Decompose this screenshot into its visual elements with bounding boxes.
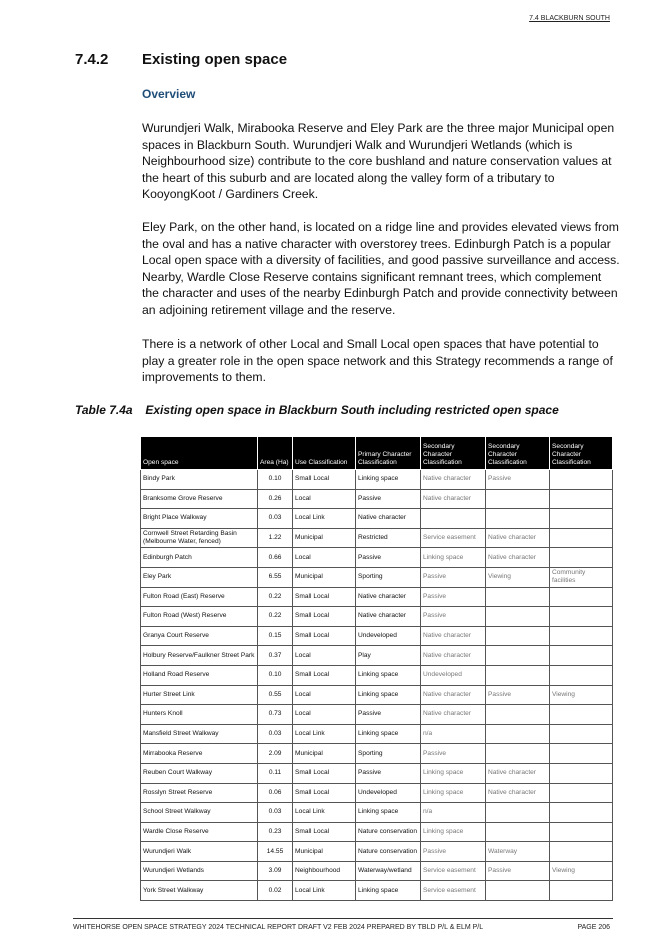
- table-cell: [486, 803, 550, 823]
- table-cell: School Street Walkway: [141, 803, 258, 823]
- table-cell: Community facilities: [550, 567, 613, 587]
- table-row: [141, 548, 613, 568]
- table-cell: Native character: [421, 470, 486, 490]
- table-cell: Holbury Reserve/Faulkner Street Park: [141, 646, 258, 666]
- table-row: [141, 587, 613, 607]
- table-cell: Native character: [421, 489, 486, 509]
- table-cell: Native character: [421, 646, 486, 666]
- table-cell: Passive: [486, 861, 550, 881]
- table-cell: Waterway/wetland: [356, 861, 421, 881]
- table-row: [141, 607, 613, 627]
- table-row: [141, 861, 613, 881]
- table-cell: Native character: [421, 685, 486, 705]
- column-header: Open space: [141, 437, 258, 470]
- table-cell: Local: [293, 489, 356, 509]
- table-cell: York Street Walkway: [141, 881, 258, 901]
- table-cell: Local Link: [293, 803, 356, 823]
- paragraph: Eley Park, on the other hand, is located on a ridge line and provides elevated views from the oval and has a native character with overstorey trees. Edinburgh Patch is a popular Local open space with a diversity of facilities, and good passive surveillance and access. Nearby, Wardle Close Reserve contains significant remnant trees, which complement the character and uses of the nearby Edinburgh Patch and provide connectivity between an adjoining retirement village and the reserve.: [142, 220, 620, 317]
- table-cell: Eley Park: [141, 567, 258, 587]
- table-cell: Small Local: [293, 783, 356, 803]
- table-cell: Linking space: [421, 783, 486, 803]
- table-cell: [550, 587, 613, 607]
- table-cell: Linking space: [421, 822, 486, 842]
- table-cell: Passive: [356, 548, 421, 568]
- table-cell: Small Local: [293, 665, 356, 685]
- table-cell: [550, 548, 613, 568]
- table-cell: Undeveloped: [421, 665, 486, 685]
- table-header-row: [141, 437, 613, 470]
- table-row: [141, 842, 613, 862]
- table-cell: Service easement: [421, 528, 486, 548]
- table-cell: Small Local: [293, 626, 356, 646]
- table-cell: Wurundjeri Wetlands: [141, 861, 258, 881]
- table-cell: Local Link: [293, 724, 356, 744]
- footer-divider: [73, 918, 613, 919]
- table-cell: [550, 744, 613, 764]
- table-row: [141, 744, 613, 764]
- table-cell: 0.10: [258, 470, 293, 490]
- overview-heading: Overview: [142, 87, 196, 101]
- table-cell: Sporting: [356, 744, 421, 764]
- table-cell: Small Local: [293, 470, 356, 490]
- table-cell: Linking space: [356, 665, 421, 685]
- table-cell: Restricted: [356, 528, 421, 548]
- table-caption-title: Existing open space in Blackburn South including restricted open space: [145, 403, 559, 417]
- table-cell: 0.10: [258, 665, 293, 685]
- table-cell: Passive: [421, 587, 486, 607]
- table-cell: Native character: [356, 607, 421, 627]
- table-cell: [550, 489, 613, 509]
- table-cell: Local Link: [293, 509, 356, 529]
- table-row: [141, 626, 613, 646]
- table-cell: Linking space: [356, 685, 421, 705]
- table-cell: 0.73: [258, 705, 293, 725]
- table-cell: Passive: [356, 763, 421, 783]
- table-cell: [550, 626, 613, 646]
- table-cell: Passive: [421, 567, 486, 587]
- table-cell: Local: [293, 548, 356, 568]
- table-cell: Native character: [486, 548, 550, 568]
- table-cell: Native character: [421, 626, 486, 646]
- table-cell: 0.22: [258, 587, 293, 607]
- table-cell: Play: [356, 646, 421, 666]
- table-cell: Small Local: [293, 587, 356, 607]
- table-cell: Wardle Close Reserve: [141, 822, 258, 842]
- table-cell: 0.15: [258, 626, 293, 646]
- table-cell: Passive: [356, 489, 421, 509]
- table-row: [141, 685, 613, 705]
- table-cell: [550, 705, 613, 725]
- column-header: Area (Ha): [258, 437, 293, 470]
- table-cell: [421, 509, 486, 529]
- footer-text: WHITEHORSE OPEN SPACE STRATEGY 2024 TECHNICAL REPORT DRAFT V2 FEB 2024 PREPARED BY TBLD P/L & ELM P/L: [73, 924, 484, 931]
- table-row: [141, 528, 613, 548]
- table-cell: Small Local: [293, 763, 356, 783]
- column-header: Secondary Character Classification: [421, 437, 486, 470]
- table-cell: [550, 665, 613, 685]
- table-cell: Linking space: [356, 724, 421, 744]
- table-cell: Undeveloped: [356, 626, 421, 646]
- table-cell: 0.66: [258, 548, 293, 568]
- table-caption: [75, 403, 559, 417]
- table-row: [141, 822, 613, 842]
- table-cell: Bright Place Walkway: [141, 509, 258, 529]
- table-cell: [550, 763, 613, 783]
- table-cell: Edinburgh Patch: [141, 548, 258, 568]
- table-cell: Native character: [356, 509, 421, 529]
- table-cell: Linking space: [356, 881, 421, 901]
- table-cell: [486, 744, 550, 764]
- table-cell: Linking space: [421, 548, 486, 568]
- table-cell: Granya Court Reserve: [141, 626, 258, 646]
- table-cell: Nature conservation: [356, 822, 421, 842]
- table-row: [141, 665, 613, 685]
- table-cell: Service easement: [421, 861, 486, 881]
- table-cell: [550, 783, 613, 803]
- column-header: Secondary Character Classification: [550, 437, 613, 470]
- table-cell: Holland Road Reserve: [141, 665, 258, 685]
- table-cell: Viewing: [550, 685, 613, 705]
- table-cell: Linking space: [421, 763, 486, 783]
- table-cell: [550, 509, 613, 529]
- table-cell: Bindy Park: [141, 470, 258, 490]
- column-header: Primary Character Classification: [356, 437, 421, 470]
- table-cell: [550, 803, 613, 823]
- table-cell: Small Local: [293, 822, 356, 842]
- table-row: [141, 881, 613, 901]
- table-cell: [486, 646, 550, 666]
- table-cell: Fulton Road (East) Reserve: [141, 587, 258, 607]
- table-cell: 0.23: [258, 822, 293, 842]
- table-row: [141, 646, 613, 666]
- table-cell: Mansfield Street Walkway: [141, 724, 258, 744]
- table-caption-number: Table 7.4a: [75, 403, 133, 417]
- table-cell: Rosslyn Street Reserve: [141, 783, 258, 803]
- table-cell: [550, 724, 613, 744]
- table-row: [141, 803, 613, 823]
- table-row: [141, 567, 613, 587]
- table-cell: Local: [293, 705, 356, 725]
- table-cell: Linking space: [356, 803, 421, 823]
- paragraph: There is a network of other Local and Small Local open spaces that have potential to play a greater role in the open space network and this Strategy recommends a range of improvements to them.: [142, 337, 613, 385]
- table-cell: Municipal: [293, 567, 356, 587]
- table-cell: [486, 489, 550, 509]
- table-cell: Passive: [421, 607, 486, 627]
- table-cell: Native character: [486, 783, 550, 803]
- table-cell: 6.55: [258, 567, 293, 587]
- running-header: 7.4 BLACKBURN SOUTH: [529, 15, 610, 22]
- table-cell: [486, 881, 550, 901]
- table-cell: Municipal: [293, 842, 356, 862]
- table-cell: [550, 528, 613, 548]
- table-cell: [486, 509, 550, 529]
- column-header: Use Classification: [293, 437, 356, 470]
- section-title: Existing open space: [142, 51, 288, 68]
- table-cell: [486, 665, 550, 685]
- table-row: [141, 470, 613, 490]
- column-header: Secondary Character Classification: [486, 437, 550, 470]
- section-number: 7.4.2: [75, 51, 109, 68]
- table-cell: Municipal: [293, 744, 356, 764]
- table-cell: 0.06: [258, 783, 293, 803]
- table-row: [141, 763, 613, 783]
- table-cell: Hurter Street Link: [141, 685, 258, 705]
- paragraph: Wurundjeri Walk, Mirabooka Reserve and Eley Park are the three major Municipal open spaces in Blackburn South. Wurundjeri Walk and Wurundjeri Wetlands (which is Neighbourhood size) contribute to the core bushland and nature conservation values at the heart of this suburb and are located along the valley form of a tributary to KooyongKoot / Gardiners Creek.: [142, 121, 615, 202]
- table-cell: Native character: [486, 763, 550, 783]
- table-cell: n/a: [421, 803, 486, 823]
- table-cell: Neighbourhood: [293, 861, 356, 881]
- page-number: PAGE 206: [577, 924, 610, 931]
- table-cell: Cornwell Street Retarding Basin (Melbourne Water, fenced): [141, 528, 258, 548]
- table-row: [141, 489, 613, 509]
- table-cell: Undeveloped: [356, 783, 421, 803]
- table-cell: 0.03: [258, 509, 293, 529]
- table-cell: Native character: [421, 705, 486, 725]
- table-cell: [486, 626, 550, 646]
- table-cell: [486, 822, 550, 842]
- table-row: [141, 724, 613, 744]
- table-cell: Passive: [486, 470, 550, 490]
- table-cell: Passive: [421, 744, 486, 764]
- table-cell: Passive: [486, 685, 550, 705]
- table-cell: 0.03: [258, 724, 293, 744]
- table-cell: Local: [293, 685, 356, 705]
- table-cell: Viewing: [550, 861, 613, 881]
- table-cell: [486, 705, 550, 725]
- table-cell: [550, 881, 613, 901]
- table-cell: Waterway: [486, 842, 550, 862]
- table-cell: Passive: [421, 842, 486, 862]
- table-cell: [550, 470, 613, 490]
- table-cell: [486, 587, 550, 607]
- table-cell: 14.55: [258, 842, 293, 862]
- table-cell: Local: [293, 646, 356, 666]
- table-cell: Reuben Court Walkway: [141, 763, 258, 783]
- table-cell: Sporting: [356, 567, 421, 587]
- table-cell: n/a: [421, 724, 486, 744]
- table-cell: Passive: [356, 705, 421, 725]
- table-cell: Local Link: [293, 881, 356, 901]
- table-cell: 0.55: [258, 685, 293, 705]
- table-cell: 3.09: [258, 861, 293, 881]
- table-cell: 0.11: [258, 763, 293, 783]
- table-cell: [486, 607, 550, 627]
- table-cell: Wurundjeri Walk: [141, 842, 258, 862]
- table-cell: Hunters Knoll: [141, 705, 258, 725]
- table-cell: Branksome Grove Reserve: [141, 489, 258, 509]
- table-cell: Fulton Road (West) Reserve: [141, 607, 258, 627]
- table-cell: Small Local: [293, 607, 356, 627]
- table-row: [141, 783, 613, 803]
- table-cell: [550, 607, 613, 627]
- table-row: [141, 705, 613, 725]
- table-cell: Native character: [486, 528, 550, 548]
- table-cell: Service easement: [421, 881, 486, 901]
- table-cell: 0.26: [258, 489, 293, 509]
- table-cell: [550, 822, 613, 842]
- table-cell: 0.03: [258, 803, 293, 823]
- table-cell: Nature conservation: [356, 842, 421, 862]
- open-space-table: [140, 436, 613, 901]
- table-cell: 0.02: [258, 881, 293, 901]
- table-cell: Native character: [356, 587, 421, 607]
- table-cell: [550, 842, 613, 862]
- table-cell: 1.22: [258, 528, 293, 548]
- table-cell: 0.22: [258, 607, 293, 627]
- table-cell: Linking space: [356, 470, 421, 490]
- table-row: [141, 509, 613, 529]
- table-cell: 0.37: [258, 646, 293, 666]
- table-cell: [486, 724, 550, 744]
- table-cell: 2.09: [258, 744, 293, 764]
- table-cell: [550, 646, 613, 666]
- table-cell: Mirrabooka Reserve: [141, 744, 258, 764]
- table-cell: Viewing: [486, 567, 550, 587]
- table-cell: Municipal: [293, 528, 356, 548]
